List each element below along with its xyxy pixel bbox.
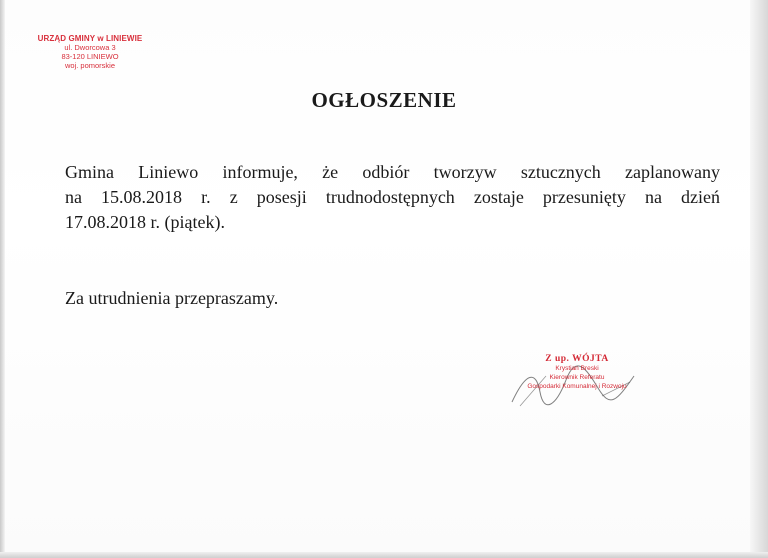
office-stamp [24,34,156,70]
signature-stamp [506,354,648,391]
body-line-2: na 15.08.2018 r. z posesji trudnodostępnych zostaje przesunięty na dzień [65,187,720,207]
scan-edge-right [750,0,768,558]
signature-name: Krystian Breski [555,365,599,372]
signature-role: Kierownik Referatu [549,374,605,381]
signature-title: Z up. WÓJTA [545,354,609,364]
stamp-region: woj. pomorskie [64,61,116,70]
announcement-body [65,160,720,235]
stamp-street: ul. Dworcowa 3 [64,43,116,52]
body-line-1: Gmina Liniewo informuje, że odbiór tworzyw sztucznych zaplanowany [65,162,720,182]
scan-edge-left [0,0,5,558]
scan-edge-bottom [0,552,768,558]
closing-text: Za utrudnienia przepraszamy. [65,288,279,308]
signature-department: Gospodarki Komunalnej i Rozwoju [527,383,627,390]
stamp-postal: 83-120 LINIEWO [61,52,119,61]
stamp-office-name: URZĄD GMINY w LINIEWIE [37,34,143,43]
announcement-title: OGŁOSZENIE [311,88,457,112]
body-line-3: 17.08.2018 r. (piątek). [65,212,225,232]
